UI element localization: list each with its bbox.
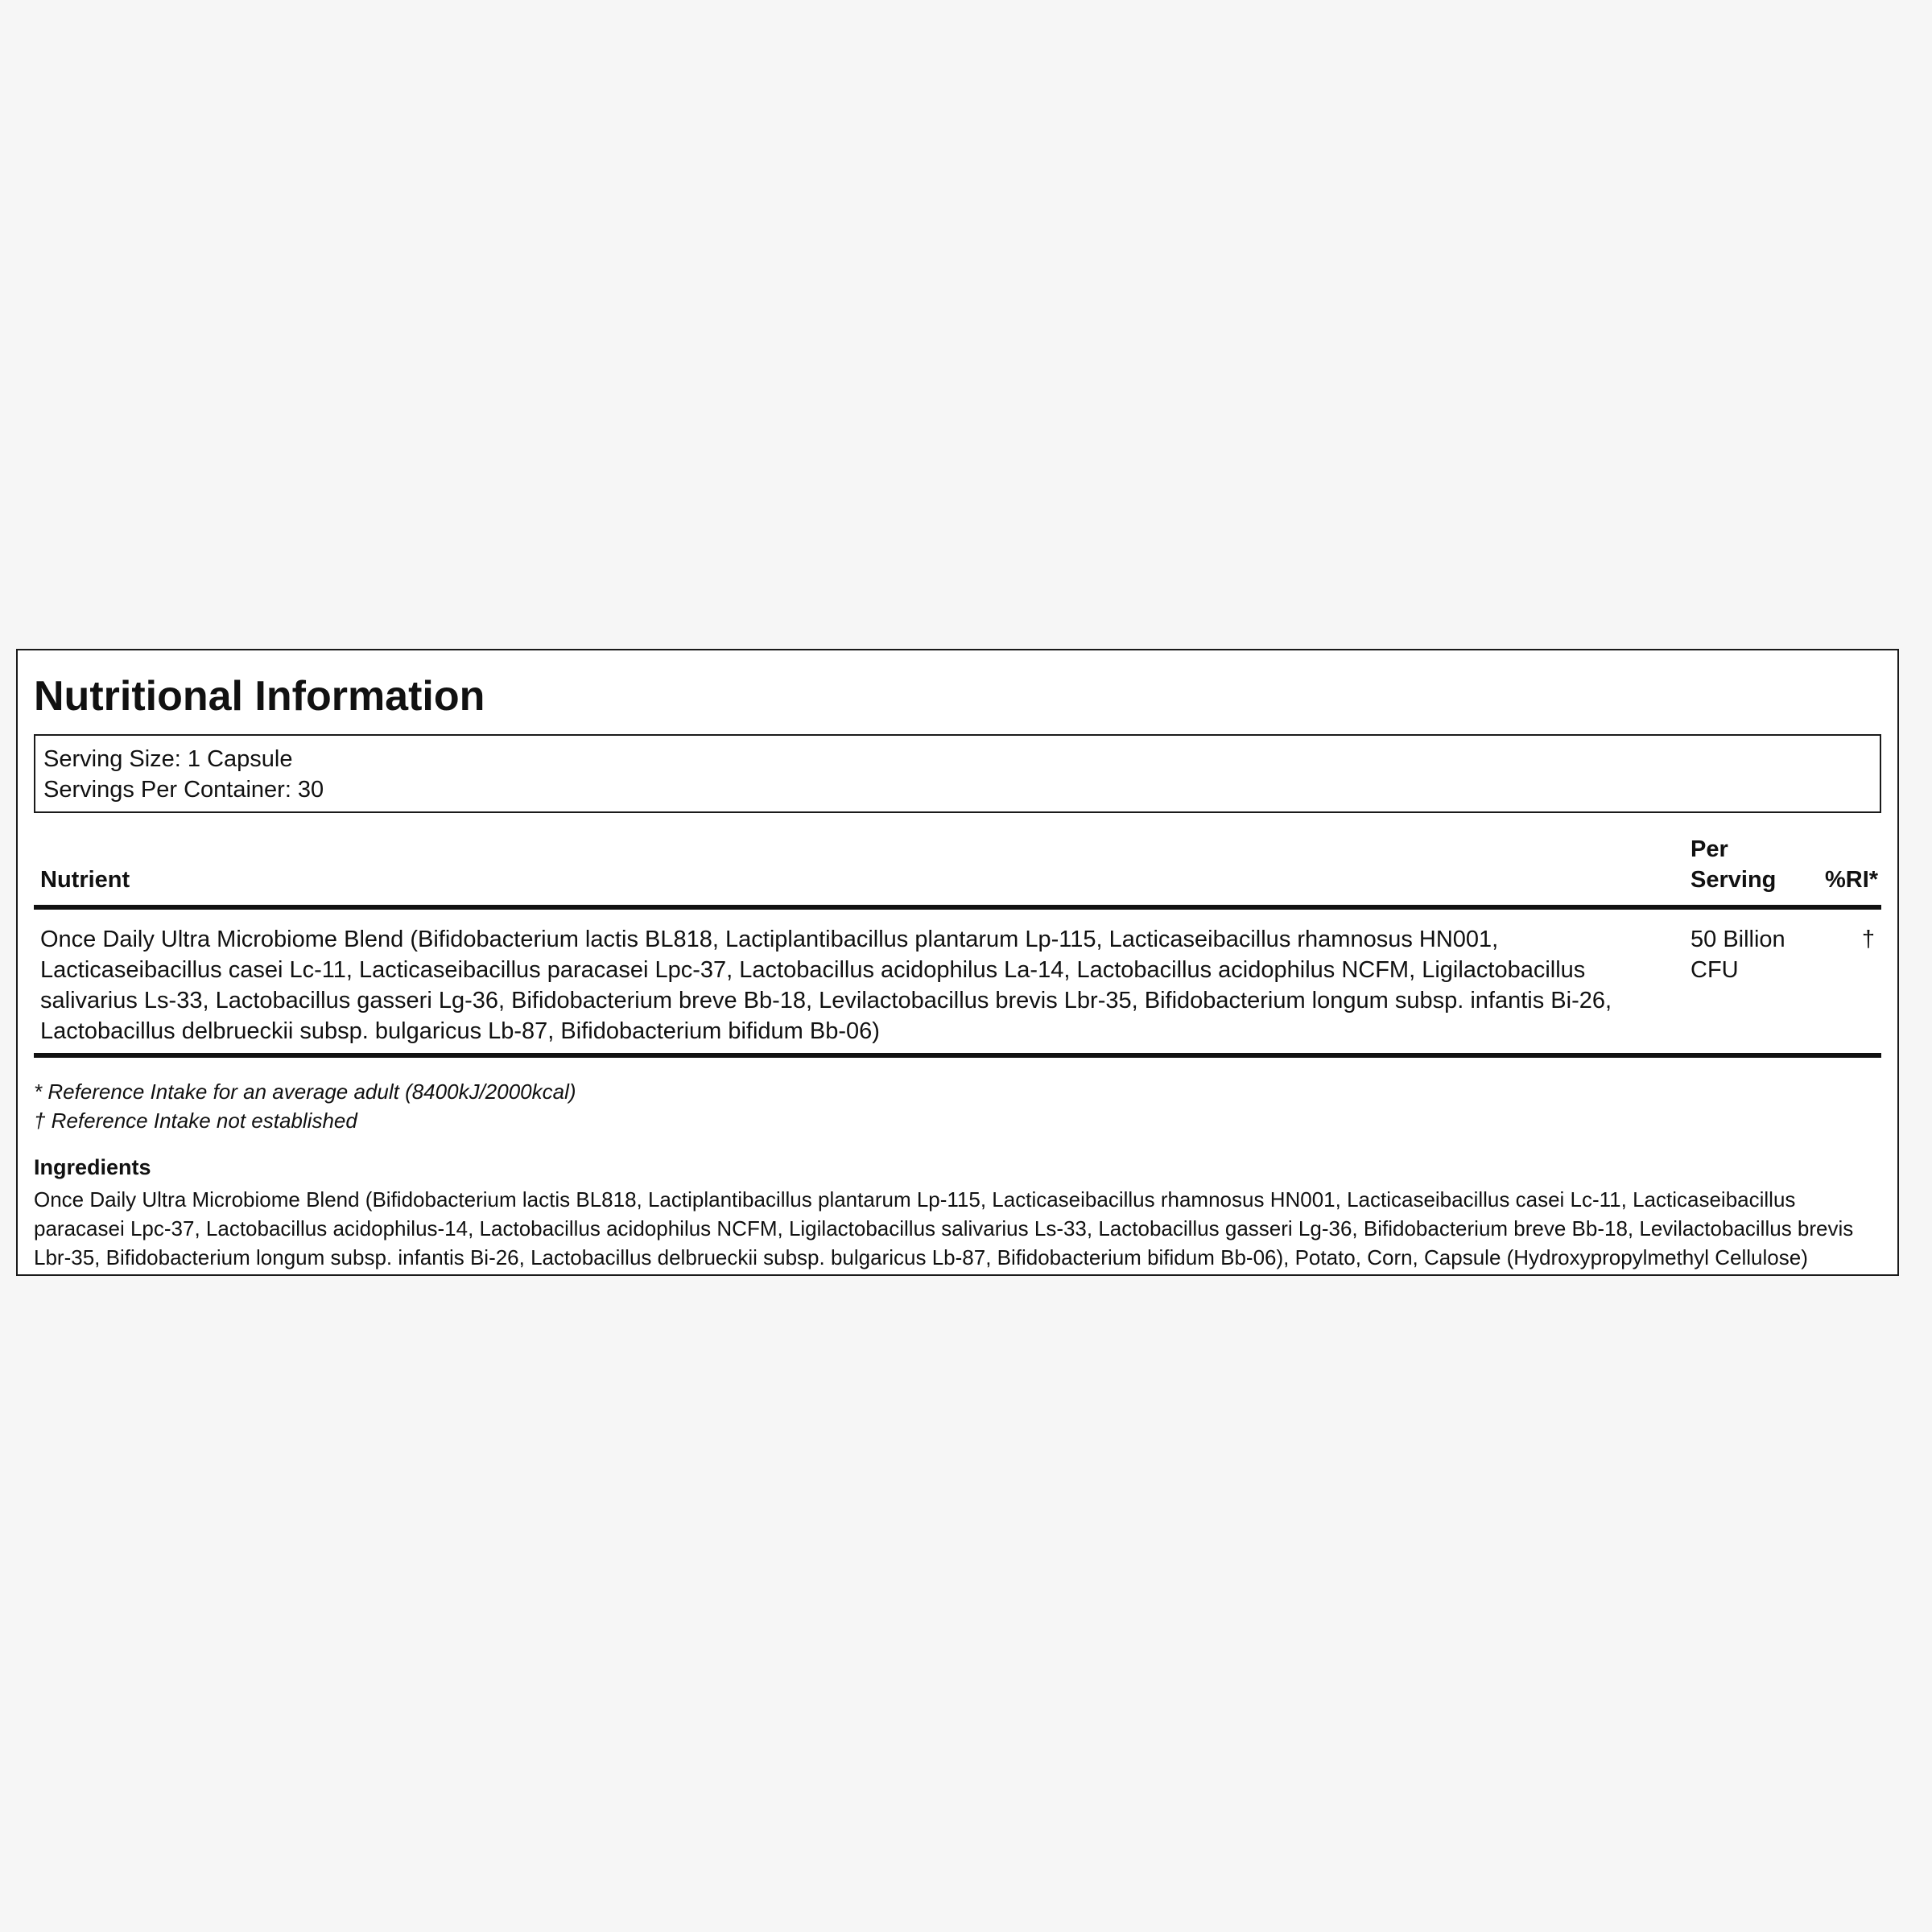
nutrient-table [34, 828, 1881, 1058]
header-per-serving: Per Serving [1684, 828, 1818, 907]
table-header-row [34, 828, 1881, 907]
nutrient-name: Once Daily Ultra Microbiome Blend (Bifidobacterium lactis BL818, Lactiplantibacillus plantarum Lp-115, Lacticaseibacillus rhamnosus HN001, Lacticaseibacillus casei Lc-11, Lacticaseibacillus paracasei Lpc-37, Lactobacillus acidophilus La-14, Lactobacillus acidophilus NCFM, Ligilactobacillus salivarius Ls-33, Lactobacillus gasseri Lg-36, Bifidobacterium breve Bb-18, Levilactobacillus brevis Lbr-35, Bifidobacterium longum subsp. infantis Bi-26, Lactobacillus delbrueckii subsp. bulgaricus Lb-87, Bifidobacterium bifidum Bb-06) [34, 907, 1684, 1055]
header-nutrient: Nutrient [34, 828, 1684, 907]
panel-title: Nutritional Information [34, 673, 485, 720]
nutrition-panel [16, 649, 1899, 1276]
serving-size: Serving Size: 1 Capsule [43, 746, 293, 772]
footnote-reference-intake: * Reference Intake for an average adult (8400kJ/2000kcal) [34, 1080, 576, 1104]
ingredients-title: Ingredients [34, 1155, 151, 1179]
ingredients-text: Once Daily Ultra Microbiome Blend (Bifidobacterium lactis BL818, Lactiplantibacillus plantarum Lp-115, Lacticaseibacillus rhamnosus HN001, Lacticaseibacillus casei Lc-11, Lacticaseibacillus paracasei Lpc-37, Lactobacillus acidophilus-14, Lactobacillus acidophilus NCFM, Ligilactobacillus salivarius Ls-33, Lactobacillus gasseri Lg-36, Bifidobacterium breve Bb-18, Levilactobacillus brevis Lbr-35, Bifidobacterium longum subsp. infantis Bi-26, Lactobacillus delbrueckii subsp. bulgaricus Lb-87, Bifidobacterium bifidum Bb-06), Potato, Corn, Capsule (Hydroxypropylmethyl Cellulose) [34, 1187, 1854, 1269]
serving-info-box [34, 734, 1881, 813]
nutrient-per-serving: 50 Billion CFU [1684, 907, 1818, 1055]
footnotes [34, 1077, 1881, 1135]
nutrient-ri: † [1818, 907, 1881, 1055]
footnote-not-established: † Reference Intake not established [34, 1108, 357, 1133]
table-row [34, 907, 1881, 1055]
servings-per-container: Servings Per Container: 30 [43, 777, 324, 803]
header-ri: %RI* [1818, 828, 1881, 907]
